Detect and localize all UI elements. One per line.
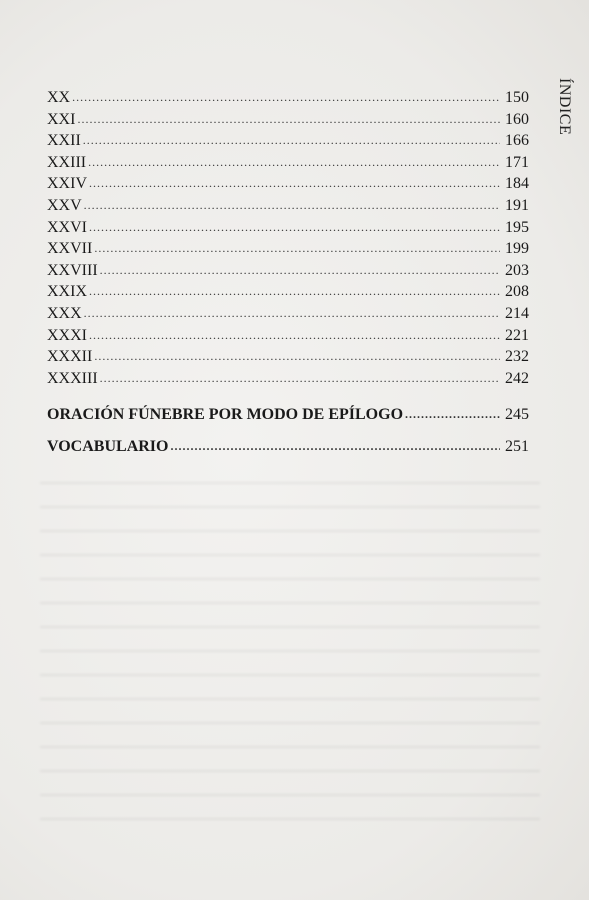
toc-entry-page: 150: [505, 89, 529, 106]
toc-entry-page: 184: [505, 175, 529, 193]
dot-leader: [89, 281, 500, 303]
dot-leader: [89, 325, 500, 347]
toc-entry-page: 160: [505, 110, 529, 128]
toc-entry-page: 191: [505, 196, 529, 214]
dot-leader: [89, 173, 500, 195]
dot-leader: [100, 260, 500, 282]
toc-entry-label: XXIII: [47, 153, 87, 171]
toc-section-label: ORACIÓN FÚNEBRE POR MODO DE EPÍLOGO: [47, 406, 404, 424]
toc-entry-page: 232: [505, 348, 529, 366]
toc-section-epilogue: [47, 404, 529, 426]
toc-entry-page: 208: [505, 283, 529, 301]
table-of-contents: [47, 87, 529, 458]
dot-leader: [84, 195, 500, 217]
toc-entry-label: XXVII: [47, 240, 93, 258]
dot-leader: [88, 152, 500, 174]
toc-entry: [47, 325, 529, 347]
toc-entry-page: 171: [505, 153, 529, 171]
toc-entry: [47, 346, 529, 368]
toc-entry-label: XXII: [47, 132, 81, 150]
toc-entry: [47, 368, 529, 390]
dot-leader: [405, 404, 500, 426]
dot-leader: [94, 346, 500, 368]
toc-entry: [47, 260, 529, 282]
toc-entry: [47, 109, 529, 131]
toc-entry-label: XXXII: [47, 348, 93, 366]
toc-section-label: VOCABULARIO: [47, 437, 169, 455]
toc-entry-page: 203: [505, 261, 529, 279]
toc-entry: [47, 281, 529, 303]
toc-entry-label: XXIX: [47, 283, 87, 301]
toc-entry-label: XXVI: [47, 218, 87, 236]
dot-leader: [84, 303, 500, 325]
toc-entry-label: XXI: [47, 110, 76, 128]
toc-entry-page: 166: [505, 132, 529, 150]
dot-leader: [72, 87, 500, 109]
toc-section-page: 245: [505, 406, 529, 424]
toc-section-vocabulary: [47, 436, 529, 458]
show-through-texture: [40, 470, 540, 830]
dot-leader: [94, 238, 500, 260]
toc-entry: [47, 238, 529, 260]
toc-entry-label: XXVIII: [47, 261, 98, 279]
toc-entry: [47, 130, 529, 152]
toc-entry: [47, 195, 529, 217]
toc-entry-label: XXXI: [47, 326, 87, 344]
toc-entry-page: 221: [505, 326, 529, 344]
toc-entry-page: 242: [505, 369, 529, 387]
toc-entry-label: XXXIII: [47, 369, 98, 387]
toc-entry-page: 199: [505, 240, 529, 258]
dot-leader: [77, 109, 500, 131]
toc-entry-label: XXIV: [47, 175, 87, 193]
toc-entry-page: 214: [505, 304, 529, 322]
dot-leader: [100, 368, 500, 390]
toc-entry-label: XXV: [47, 196, 82, 214]
running-head: ÍNDICE: [556, 78, 573, 136]
toc-entry-label: XX: [47, 89, 71, 106]
dot-leader: [170, 436, 500, 458]
toc-entry-label: XXX: [47, 304, 82, 322]
toc-entry: [47, 173, 529, 195]
dot-leader: [83, 130, 500, 152]
toc-entry: [47, 303, 529, 325]
toc-entry: [47, 217, 529, 239]
toc-entry: [47, 152, 529, 174]
toc-entry-page: 195: [505, 218, 529, 236]
toc-entry: [47, 87, 529, 109]
dot-leader: [89, 217, 500, 239]
toc-section-page: 251: [505, 437, 529, 455]
